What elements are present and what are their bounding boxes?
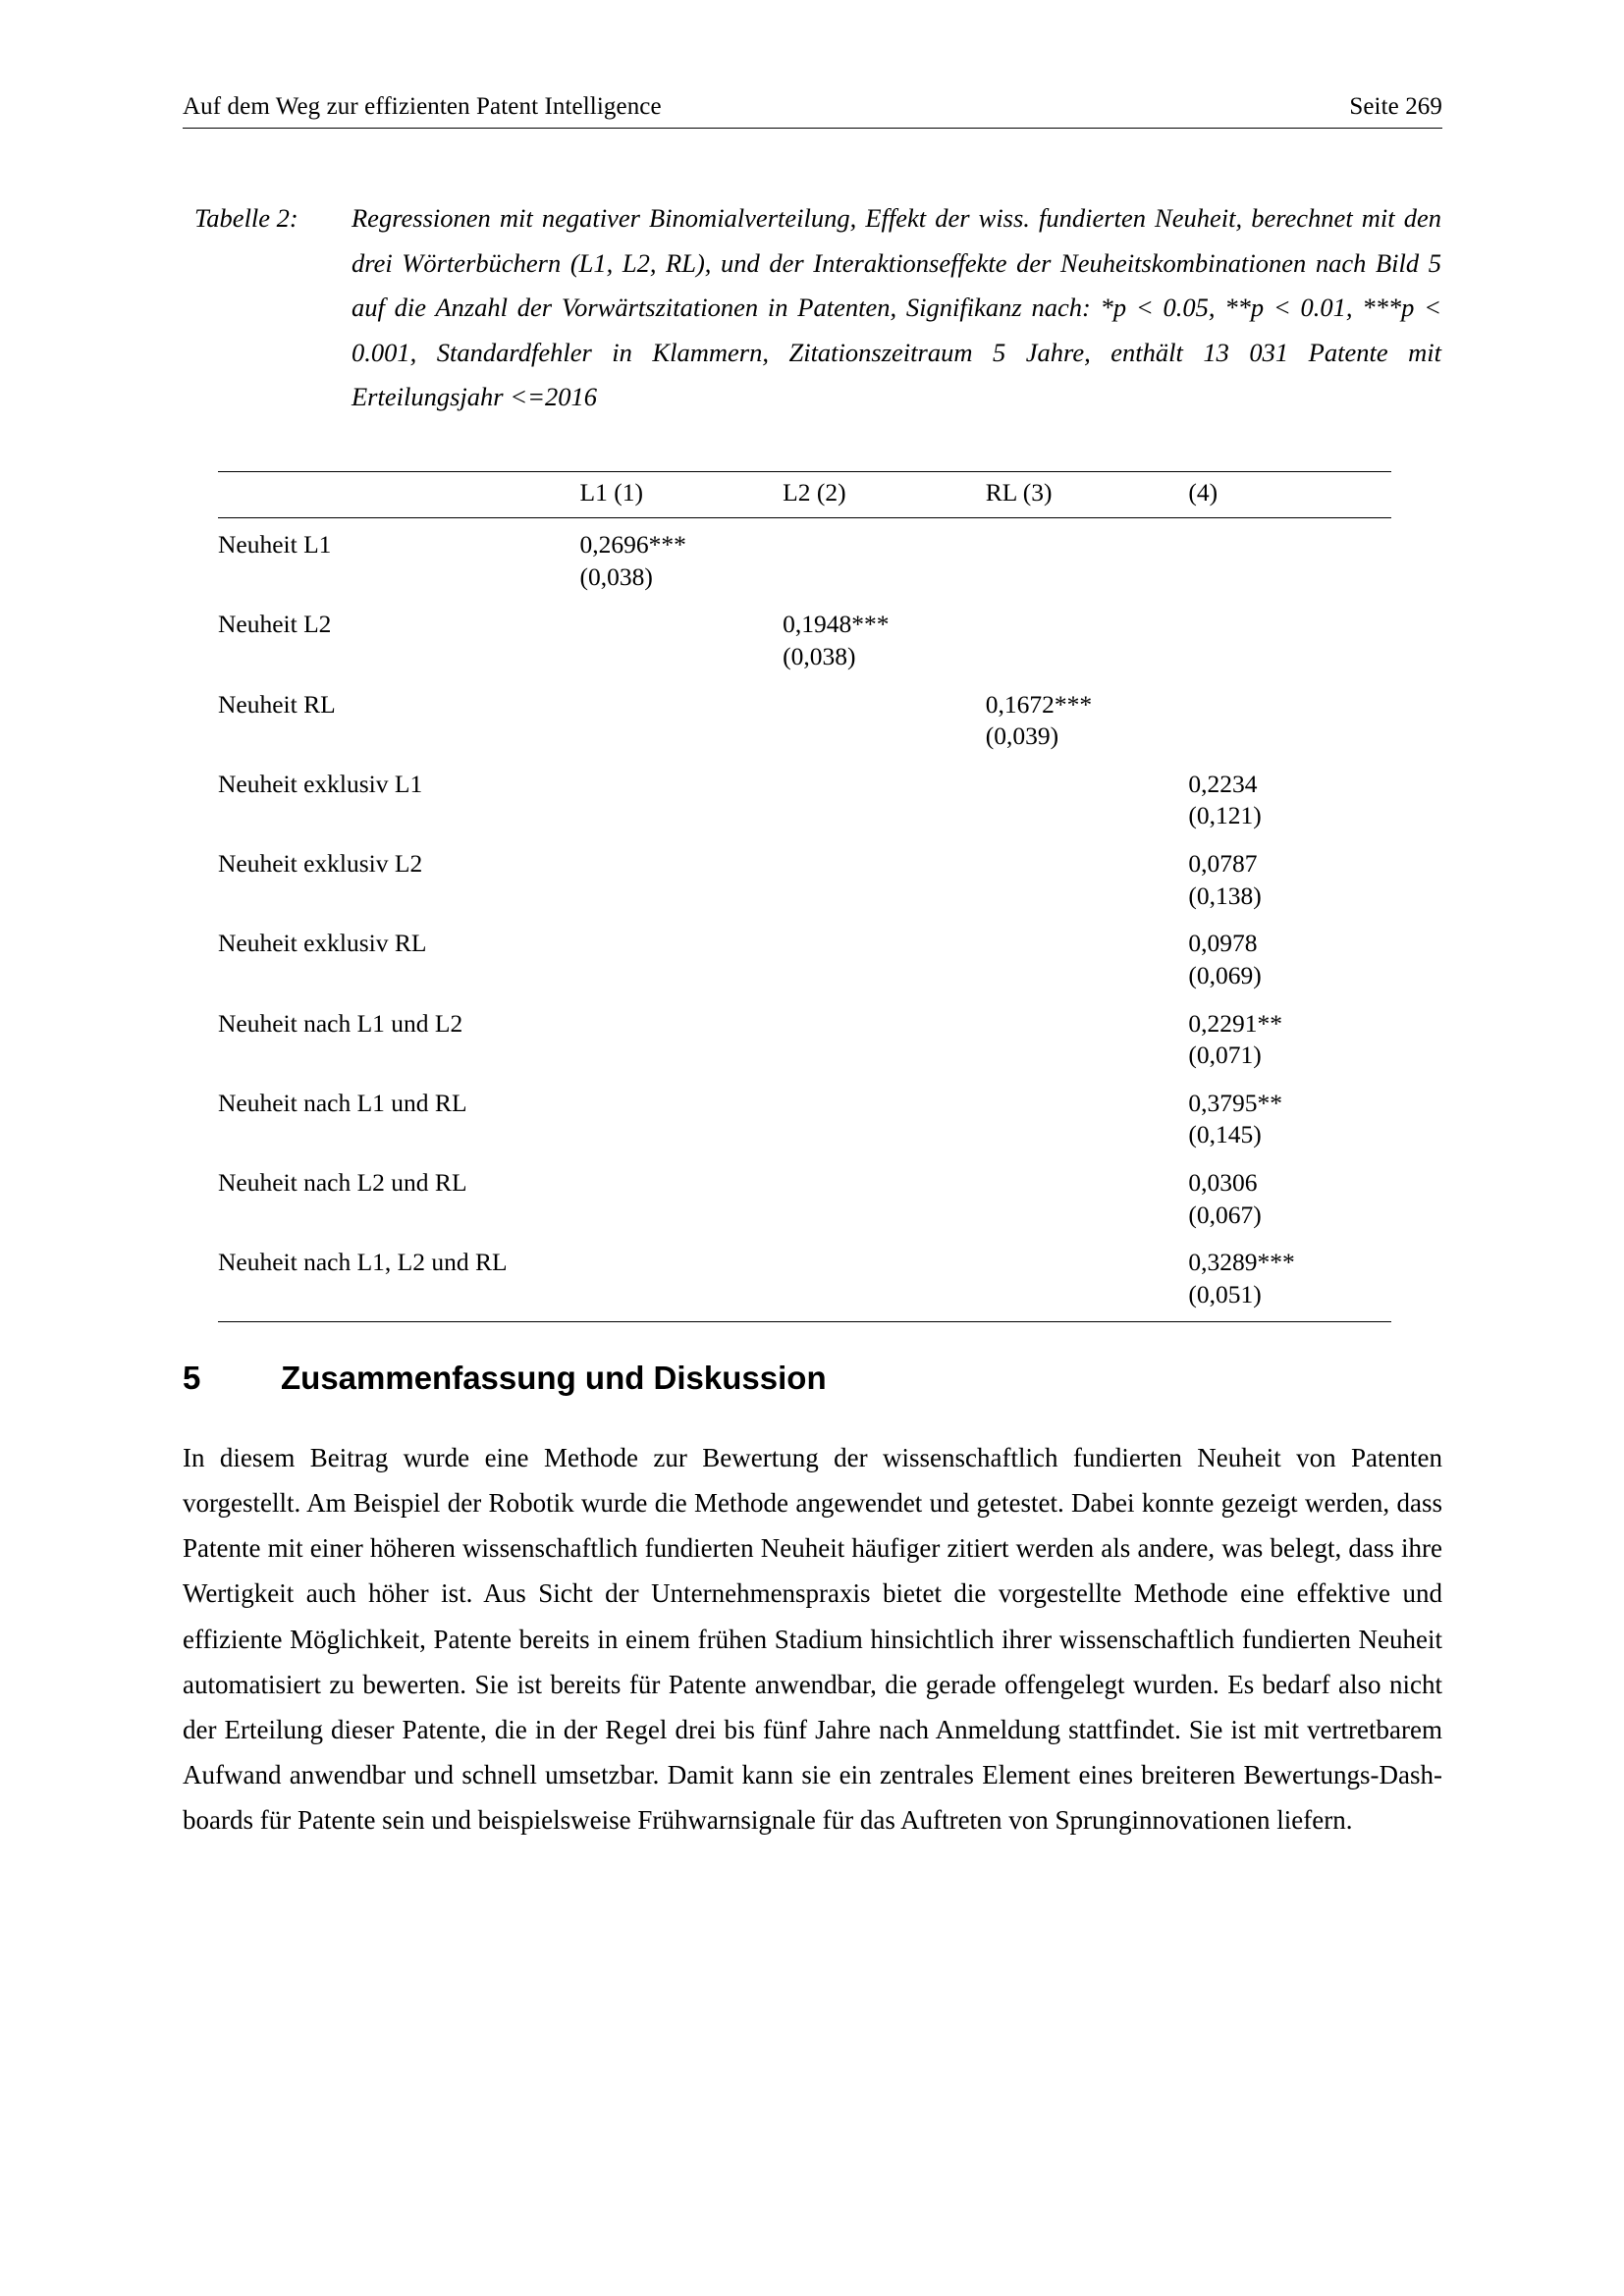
standard-error: (0,145) bbox=[1188, 1120, 1262, 1149]
standard-error: (0,039) bbox=[985, 721, 1059, 751]
column-header-combined: (4) bbox=[1188, 472, 1391, 518]
row-cell bbox=[986, 1088, 1189, 1151]
row-label: Neuheit L1 bbox=[218, 530, 332, 559]
row-cell bbox=[1188, 518, 1391, 594]
row-cell bbox=[1188, 1088, 1391, 1151]
row-cell bbox=[783, 1167, 986, 1231]
row-cell bbox=[1188, 928, 1391, 991]
standard-error: (0,069) bbox=[1188, 960, 1262, 989]
standard-error: (0,051) bbox=[1188, 1279, 1262, 1308]
row-spacer bbox=[218, 1072, 1391, 1088]
standard-error: (0,121) bbox=[1188, 801, 1262, 830]
table-row bbox=[218, 518, 1391, 594]
table-row bbox=[218, 848, 1391, 912]
column-header-l1: L1 (1) bbox=[580, 472, 784, 518]
column-header-rl: RL (3) bbox=[986, 472, 1189, 518]
row-cell bbox=[1188, 609, 1391, 672]
coefficient: 0,0978 bbox=[1188, 929, 1258, 958]
section-heading bbox=[183, 1360, 1442, 1397]
coefficient: 0,1948*** bbox=[783, 610, 890, 639]
row-cell bbox=[783, 609, 986, 672]
section-paragraph: In diesem Beitrag wurde eine Methode zur Bewertung der wissenschaftlich fundierten Neuheit von Patenten vorgestellt. Am Beispiel der Robotik wurde die Methode angewendet und getestet. Dabei konnte gezeigt werden, dass Patente mit einer höheren wissenschaftlich fundierten Neuheit häufiger zitiert werden als andere, was belegt, dass ihre Wertigkeit auch höher ist. Aus Sicht der Unternehmenspraxis bietet die vorgestellte Methode eine effektive und effiziente Möglichkeit, Patente bereits in einem frühen Stadium hinsichtlich ihrer wissenschaftlich fundierten Neuheit automatisiert zu bewerten. Sie ist bereits für Patente anwendbar, die gerade offengelegt wurden. Es bedarf also nicht der Erteilung dieser Patente, die in der Regel drei bis fünf Jahre nach Anmeldung stattfindet. Sie ist mit vertretbarem Aufwand anwendbar und schnell umsetzbar. Damit kann sie ein zentrales Element eines breiteren Bewertungs-Dashboards für Patente sein und beispielsweise Frühwarnsignale für das Auftreten von Sprunginnovationen liefern. bbox=[183, 1443, 1442, 1836]
row-cell bbox=[580, 928, 784, 991]
row-cell bbox=[986, 848, 1189, 912]
row-label: Neuheit exklusiv L2 bbox=[218, 849, 423, 878]
row-spacer bbox=[218, 673, 1391, 689]
row-spacer bbox=[218, 1231, 1391, 1247]
coefficient: 0,2696*** bbox=[579, 530, 686, 559]
row-spacer bbox=[218, 1151, 1391, 1167]
coefficient: 0,0306 bbox=[1188, 1168, 1258, 1197]
row-cell bbox=[783, 928, 986, 991]
row-cell bbox=[1188, 769, 1391, 832]
row-label: Neuheit nach L1 und RL bbox=[218, 1088, 467, 1117]
row-cell bbox=[580, 769, 784, 832]
section-title: Zusammenfassung und Diskussion bbox=[281, 1360, 827, 1396]
row-label: Neuheit nach L2 und RL bbox=[218, 1168, 467, 1197]
standard-error: (0,138) bbox=[1188, 881, 1262, 910]
table-row bbox=[218, 928, 1391, 991]
running-head bbox=[183, 93, 1442, 129]
row-cell bbox=[783, 689, 986, 753]
table-row bbox=[218, 1247, 1391, 1321]
row-cell bbox=[783, 848, 986, 912]
coefficient: 0,0787 bbox=[1188, 849, 1258, 878]
table-row bbox=[218, 689, 1391, 753]
row-cell bbox=[783, 518, 986, 594]
row-cell bbox=[1188, 1167, 1391, 1231]
table-header-row bbox=[218, 472, 1391, 518]
table-body bbox=[218, 518, 1391, 1322]
row-cell bbox=[783, 1247, 986, 1321]
row-cell bbox=[580, 689, 784, 753]
table-row bbox=[218, 609, 1391, 672]
row-spacer bbox=[218, 753, 1391, 769]
coefficient: 0,3795** bbox=[1188, 1088, 1282, 1117]
row-cell bbox=[580, 1247, 784, 1321]
row-cell bbox=[986, 689, 1189, 753]
row-cell bbox=[986, 769, 1189, 832]
row-cell bbox=[1188, 1247, 1391, 1321]
row-cell bbox=[986, 1167, 1189, 1231]
row-spacer bbox=[218, 992, 1391, 1008]
row-cell bbox=[783, 1088, 986, 1151]
row-cell bbox=[986, 518, 1189, 594]
coefficient: 0,1672*** bbox=[985, 689, 1093, 719]
row-cell bbox=[783, 1008, 986, 1072]
regression-table bbox=[218, 471, 1391, 1322]
row-cell bbox=[986, 1008, 1189, 1072]
table-row bbox=[218, 1008, 1391, 1072]
row-cell bbox=[580, 1008, 784, 1072]
row-label: Neuheit exklusiv L1 bbox=[218, 769, 423, 798]
table-row bbox=[218, 1088, 1391, 1151]
row-spacer bbox=[218, 593, 1391, 609]
column-header-l2: L2 (2) bbox=[783, 472, 986, 518]
row-cell bbox=[580, 609, 784, 672]
regression-table-container bbox=[218, 471, 1391, 1322]
row-label: Neuheit exklusiv RL bbox=[218, 929, 427, 958]
table-foot-rule bbox=[218, 1321, 1391, 1322]
section-number: 5 bbox=[183, 1360, 201, 1396]
standard-error: (0,067) bbox=[1188, 1200, 1262, 1229]
coefficient: 0,3289*** bbox=[1188, 1248, 1295, 1277]
row-cell bbox=[1188, 848, 1391, 912]
row-label: Neuheit nach L1 und L2 bbox=[218, 1008, 463, 1038]
row-cell bbox=[580, 848, 784, 912]
running-head-title: Auf dem Weg zur effizienten Patent Intelligence bbox=[183, 93, 662, 120]
row-label: Neuheit RL bbox=[218, 689, 336, 719]
standard-error: (0,038) bbox=[783, 641, 856, 670]
table-head bbox=[218, 472, 1391, 518]
table-caption bbox=[194, 196, 1441, 420]
row-cell bbox=[1188, 1008, 1391, 1072]
standard-error: (0,038) bbox=[579, 561, 653, 591]
row-spacer bbox=[218, 832, 1391, 848]
row-cell bbox=[986, 609, 1189, 672]
row-label: Neuheit nach L1, L2 und RL bbox=[218, 1248, 508, 1277]
row-cell bbox=[580, 1167, 784, 1231]
row-cell bbox=[580, 518, 784, 594]
coefficient: 0,2291** bbox=[1188, 1008, 1282, 1038]
row-cell bbox=[580, 1088, 784, 1151]
table-caption-label: Tabelle 2: bbox=[194, 203, 298, 233]
row-spacer bbox=[218, 912, 1391, 928]
page-number: Seite 269 bbox=[1349, 93, 1442, 120]
table-caption-text: Regressionen mit negativer Binomialverteilung, Effekt der wiss. fundierten Neuheit, berechnet mit den drei Wörterbüchern (L1, L2, RL), und der Interaktionseffekte der Neuheitskombinationen nach Bild 5 auf die Anzahl der Vorwärtszitationen in Patenten, Signifikanz nach: *p < 0.05, **p < 0.01, ***p < 0.001, Standardfehler in Klammern, Zitationszeitraum 5 Jahre, enthält 13 031 Patente mit Erteilungsjahr <=2016 bbox=[352, 203, 1441, 412]
row-label: Neuheit L2 bbox=[218, 610, 332, 639]
row-cell bbox=[1188, 689, 1391, 753]
row-cell bbox=[986, 928, 1189, 991]
standard-error: (0,071) bbox=[1188, 1041, 1262, 1070]
table-row bbox=[218, 769, 1391, 832]
row-cell bbox=[986, 1247, 1189, 1321]
coefficient: 0,2234 bbox=[1188, 769, 1258, 798]
column-header-variable bbox=[218, 472, 580, 518]
table-row bbox=[218, 1167, 1391, 1231]
row-cell bbox=[783, 769, 986, 832]
